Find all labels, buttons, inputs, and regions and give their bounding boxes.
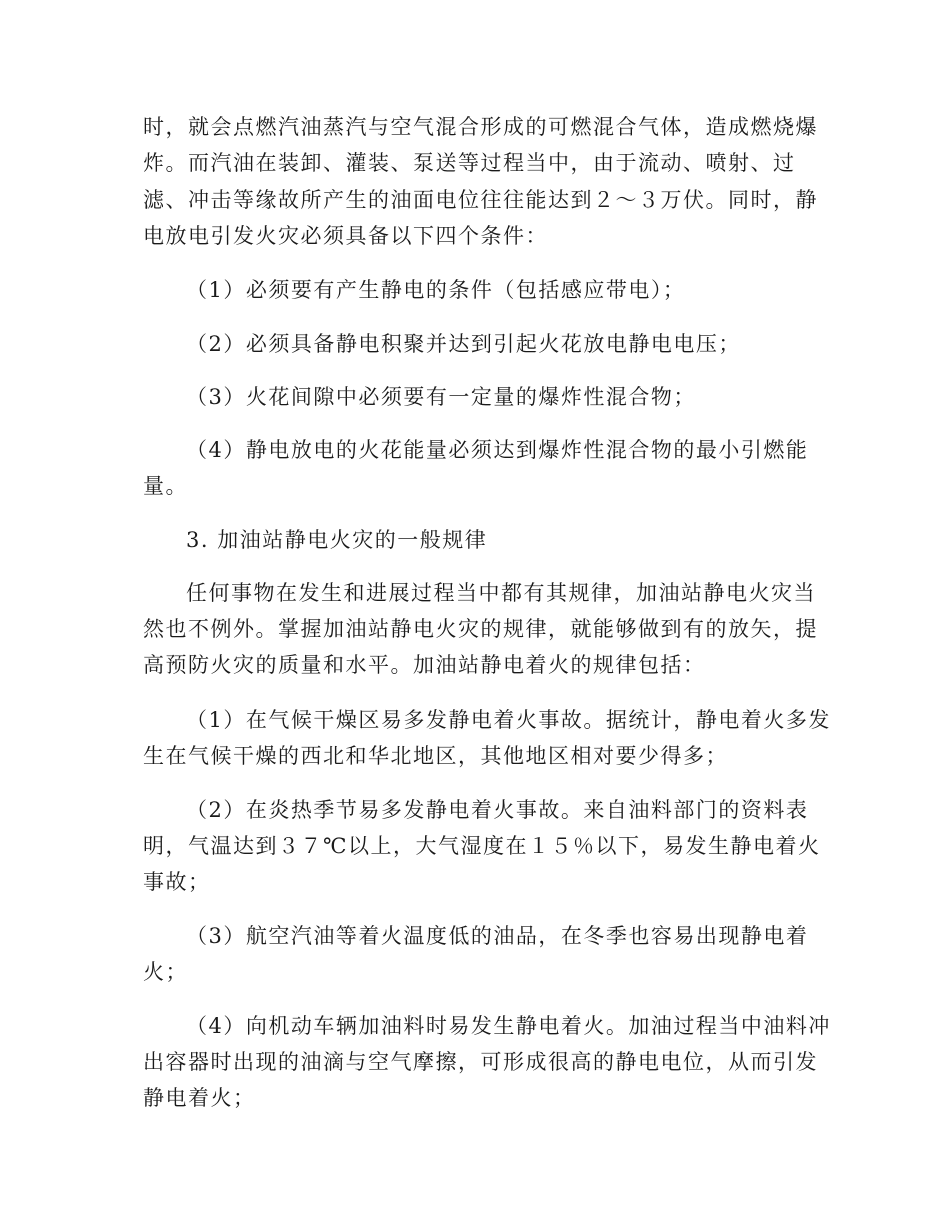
condition-item-4: （4）静电放电的火花能量必须达到爆炸性混合物的最小引燃能 xyxy=(186,438,809,462)
paragraph-line: 事故； xyxy=(143,870,211,894)
paragraph-line: 出容器时出现的油滴与空气摩擦，可形成很高的静电电位，从而引发 xyxy=(143,1050,818,1074)
condition-item-1: （1）必须要有产生静电的条件（包括感应带电）； xyxy=(186,278,686,302)
condition-item-3: （3）火花间隙中必须要有一定量的爆炸性混合物； xyxy=(186,385,696,409)
paragraph-line: 炸。而汽油在装卸、灌装、泵送等过程当中，由于流动、喷射、过 xyxy=(143,151,796,175)
section-heading: 3. 加油站静电火灾的一般规律 xyxy=(186,528,488,552)
paragraph-line: 任何事物在发生和进展过程当中都有其规律，加油站静电火灾当 xyxy=(186,581,816,605)
rule-item-1: （1）在气候干燥区易多发静电着火事故。据统计，静电着火多发 xyxy=(186,708,831,732)
condition-item-2: （2）必须具备静电积聚并达到引起火花放电静电电压； xyxy=(186,332,741,356)
paragraph-line: 电放电引发火灾必须具备以下四个条件： xyxy=(143,224,548,248)
paragraph-line: 静电着火； xyxy=(143,1086,256,1110)
rule-item-4: （4）向机动车辆加油料时易发生静电着火。加油过程当中油料冲 xyxy=(186,1014,831,1038)
paragraph-line: 然也不例外。掌握加油站静电火灾的规律，就能够做到有的放矢，提 xyxy=(143,617,818,641)
rule-item-2: （2）在炎热季节易多发静电着火事故。来自油料部门的资料表 xyxy=(186,798,809,822)
paragraph-line: 量。 xyxy=(143,474,188,498)
paragraph-line: 明，气温达到３７℃以上，大气湿度在１５％以下，易发生静电着火 xyxy=(143,834,821,858)
paragraph-line: 时，就会点燃汽油蒸汽与空气混合形成的可燃混合气体，造成燃烧爆 xyxy=(143,115,818,139)
paragraph-line: 生在气候干燥的西北和华北地区，其他地区相对要少得多； xyxy=(143,744,728,768)
paragraph-line: 滤、冲击等缘故所产生的油面电位往往能达到２～３万伏。同时，静 xyxy=(143,188,818,212)
paragraph-line: 火； xyxy=(143,960,188,984)
paragraph-line: 高预防火灾的质量和水平。加油站静电着火的规律包括： xyxy=(143,653,706,677)
rule-item-3: （3）航空汽油等着火温度低的油品，在冬季也容易出现静电着 xyxy=(186,924,809,948)
